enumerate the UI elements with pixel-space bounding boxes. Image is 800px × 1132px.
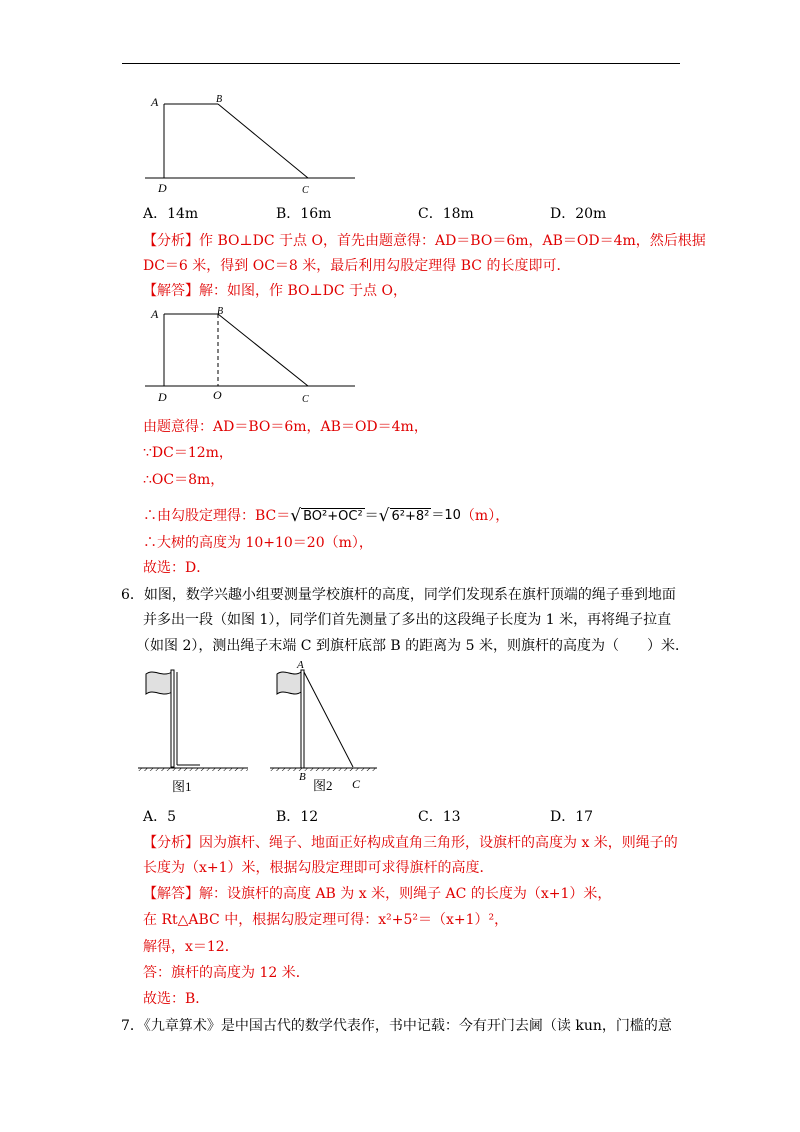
q6-solution-line3: 解得，x＝12． [143,939,239,955]
q6-figure-1 [138,664,258,799]
q5-analysis-line1: 【分析】作 BO⊥DC 于点 O，首先由题意得：AD＝BO＝6m，AB＝OD＝4m，然后根据 [143,233,706,249]
q7-stem-line1: 7．《九章算术》是中国古代的数学代表作，书中记载：今有开门去阃（读 kun，门槛的意 [121,1018,672,1034]
fig1-caption: 图1 [172,779,192,794]
q6-stem-line3: （如图 2），测出绳子末端 C 到旗杆底部 B 的距离为 5 米，则旗杆的高度为（ ）米． [136,638,689,654]
segment-bc [218,104,308,178]
label-d: D [158,390,167,404]
q5-option-b: B．16m [276,206,332,222]
q6-analysis-line2: 长度为（x+1）米，根据勾股定理即可求得旗杆的高度． [143,860,494,876]
label-b: B [216,94,223,105]
sqrt-radicand-1: BO²+OC² [303,509,363,524]
q5-option-a: A．14m [143,206,199,222]
label-a: A [151,95,159,109]
q6-solution-line5: 故选：B． [143,991,210,1007]
q5-step5: ∴大树的高度为 10+10＝20（m）， [143,535,373,551]
flag-icon [146,672,172,694]
q5-step6: 故选：D． [143,560,211,576]
q5-step4-unit: （m）， [460,508,510,524]
label-c: C [352,777,361,791]
q6-option-b: B．12 [276,809,319,825]
q6-analysis-line1: 【分析】因为旗杆、绳子、地面正好构成直角三角形，设旗杆的高度为 x 米，则绳子的 [143,835,678,851]
q5-step4-prefix: ∴由勾股定理得：BC＝ [143,508,291,524]
q5-option-c: C．18m [418,206,474,222]
q5-step2: ∵DC＝12m， [143,445,233,461]
q5-analysis-line2: DC＝6 米，得到 OC＝8 米，最后利用勾股定理得 BC 的长度即可． [143,258,571,274]
q5-step1: 由题意得：AD＝BO＝6m，AB＝OD＝4m， [143,419,428,435]
q5-figure-1 [140,92,360,197]
sqrt-expression-1: √ BO²+OC² [290,506,363,526]
q6-option-a: A．5 [143,809,177,825]
label-c: C [302,394,309,405]
header-rule [122,63,680,64]
q6-stem-line1: 6．如图，数学兴趣小组要测量学校旗杆的高度，同学们发现系在旗杆顶端的绳子垂到地面 [121,587,676,603]
q5-step4 [143,507,509,525]
label-d: D [158,181,167,195]
label-c: C [302,185,309,196]
label-a: A [151,307,159,321]
flagpole [301,670,304,768]
q5-step3: ∴OC＝8m， [143,472,225,488]
label-o: O [213,388,222,402]
q5-option-d: D．20m [550,206,607,222]
label-b: B [299,771,306,783]
rope-ac [304,672,353,767]
ground-hatch [270,768,377,771]
fig2-caption: 图2 [313,778,333,793]
flag-icon [277,672,301,694]
label-b: B [217,306,224,317]
q5-figure-2 [140,302,360,407]
q5-step4-equals: ＝ [364,508,379,524]
ground-hatch [138,768,248,771]
sqrt-radicand-2: 6²+8² [391,509,430,524]
q6-figure-2 [265,652,385,799]
q6-solution-line4: 答：旗杆的高度为 12 米． [143,965,310,981]
label-a: A [297,659,304,671]
q6-solution-line2: 在 Rt△ABC 中，根据勾股定理可得：x²+5²＝（x+1）²， [143,912,509,928]
flagpole [171,670,174,767]
segment-bc [218,314,308,386]
q6-option-c: C．13 [418,809,461,825]
sqrt-expression-2: √ 6²+8² [378,506,430,526]
q6-solution-line1: 【解答】解：设旗杆的高度 AB 为 x 米，则绳子 AC 的长度为（x+1）米， [143,886,612,902]
q6-stem-line2: 并多出一段（如图 1），同学们首先测量了多出的这段绳子长度为 1 米，再将绳子拉直 [143,612,672,628]
q5-solution-line1: 【解答】解：如图，作 BO⊥DC 于点 O， [143,283,407,299]
q5-step4-result: ＝10 [431,508,461,523]
q6-option-d: D．17 [550,809,594,825]
